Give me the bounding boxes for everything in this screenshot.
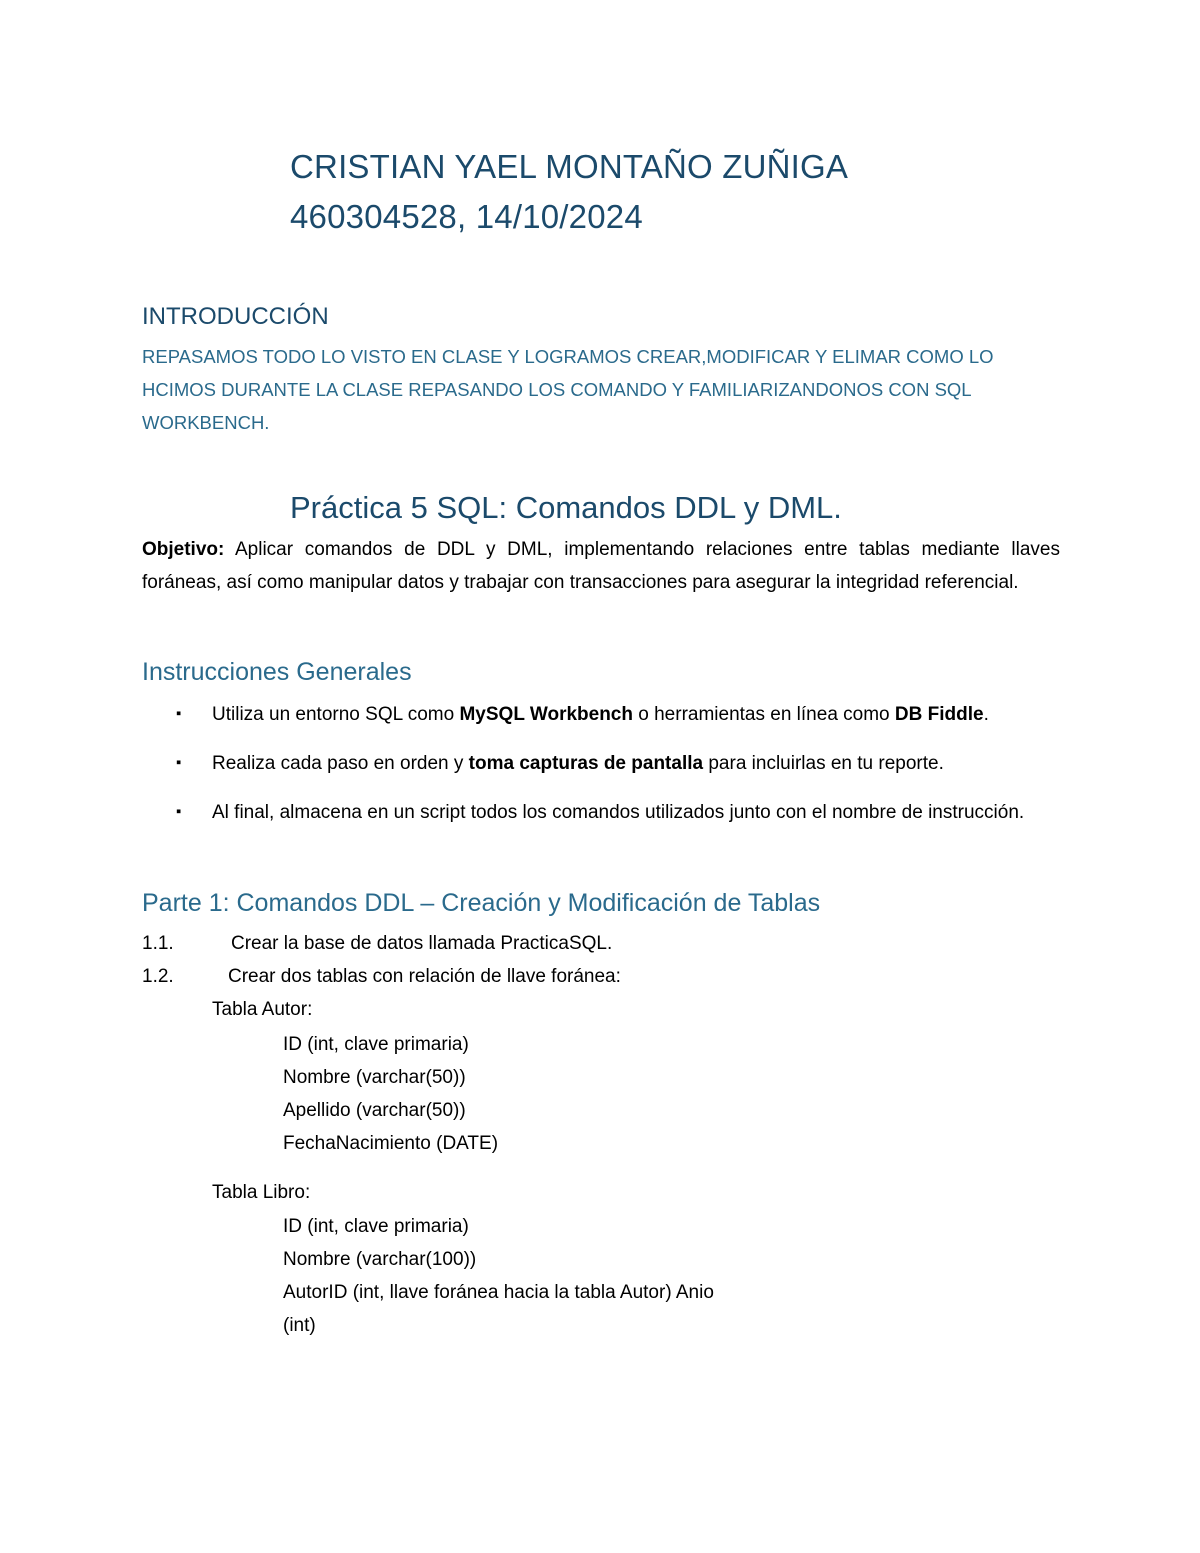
objective-label: Objetivo: (142, 539, 225, 560)
table-field: ID (int, clave primaria) (283, 1216, 469, 1237)
step-text: Crear dos tablas con relación de llave foránea: (228, 966, 621, 987)
intro-body: REPASAMOS TODO LO VISTO EN CLASE Y LOGRAMOS CREAR,MODIFICAR Y ELIMAR COMO LO HCIMOS DURANTE LA CLASE REPASANDO LOS COMANDO Y FAMILIARIZANDONOS CON SQL WORKBENCH. (142, 346, 994, 433)
instruction-bold: toma capturas de pantalla (468, 753, 704, 774)
part1-heading: Parte 1: Comandos DDL – Creación y Modificación de Tablas (142, 889, 821, 917)
objective-paragraph (142, 534, 1060, 599)
instruction-item (212, 698, 1060, 731)
instruction-text: Utiliza un entorno SQL como (212, 704, 460, 725)
instructions-heading: Instrucciones Generales (142, 658, 412, 686)
step-number: 1.1. (142, 933, 174, 954)
instruction-item: Al final, almacena en un script todos los comandos utilizados junto con el nombre de instrucción. (212, 802, 1025, 823)
table-field: ID (int, clave primaria) (283, 1034, 469, 1055)
practice-title: Práctica 5 SQL: Comandos DDL y DML. (290, 490, 842, 525)
instruction-item (212, 747, 1060, 780)
instruction-text: . (983, 704, 989, 725)
instruction-text: o herramientas en línea como (632, 704, 895, 725)
table-field: Apellido (varchar(50)) (283, 1100, 466, 1121)
table-field: (int) (283, 1315, 316, 1336)
bullet-icon: ▪ (176, 705, 182, 722)
objective-text: Aplicar comandos de DDL y DML, implementando relaciones entre tablas mediante llaves foráneas, así como manipular datos y trabajar con transacciones para asegurar la integridad referencial. (142, 539, 1060, 593)
step-text: Crear la base de datos llamada PracticaSQL. (231, 933, 613, 954)
instruction-bold: MySQL Workbench (459, 704, 633, 725)
table-field: Nombre (varchar(100)) (283, 1249, 477, 1270)
instruction-text: Realiza cada paso en orden y (212, 753, 469, 774)
bullet-icon: ▪ (176, 754, 182, 771)
step-number: 1.2. (142, 966, 174, 987)
table-libro-label: Tabla Libro: (212, 1182, 311, 1203)
author-name: CRISTIAN YAEL MONTAÑO ZUÑIGA (290, 148, 849, 185)
student-id-date: 460304528, 14/10/2024 (290, 198, 643, 235)
table-field: AutorID (int, llave foránea hacia la tabla Autor) Anio (283, 1282, 714, 1303)
table-field: Nombre (varchar(50)) (283, 1067, 466, 1088)
instruction-bold: DB Fiddle (894, 704, 984, 725)
table-field: FechaNacimiento (DATE) (283, 1133, 499, 1154)
table-autor-label: Tabla Autor: (212, 999, 313, 1020)
bullet-icon: ▪ (176, 803, 182, 820)
instruction-text: para incluirlas en tu reporte. (703, 753, 944, 774)
intro-heading: INTRODUCCIÓN (142, 303, 329, 330)
